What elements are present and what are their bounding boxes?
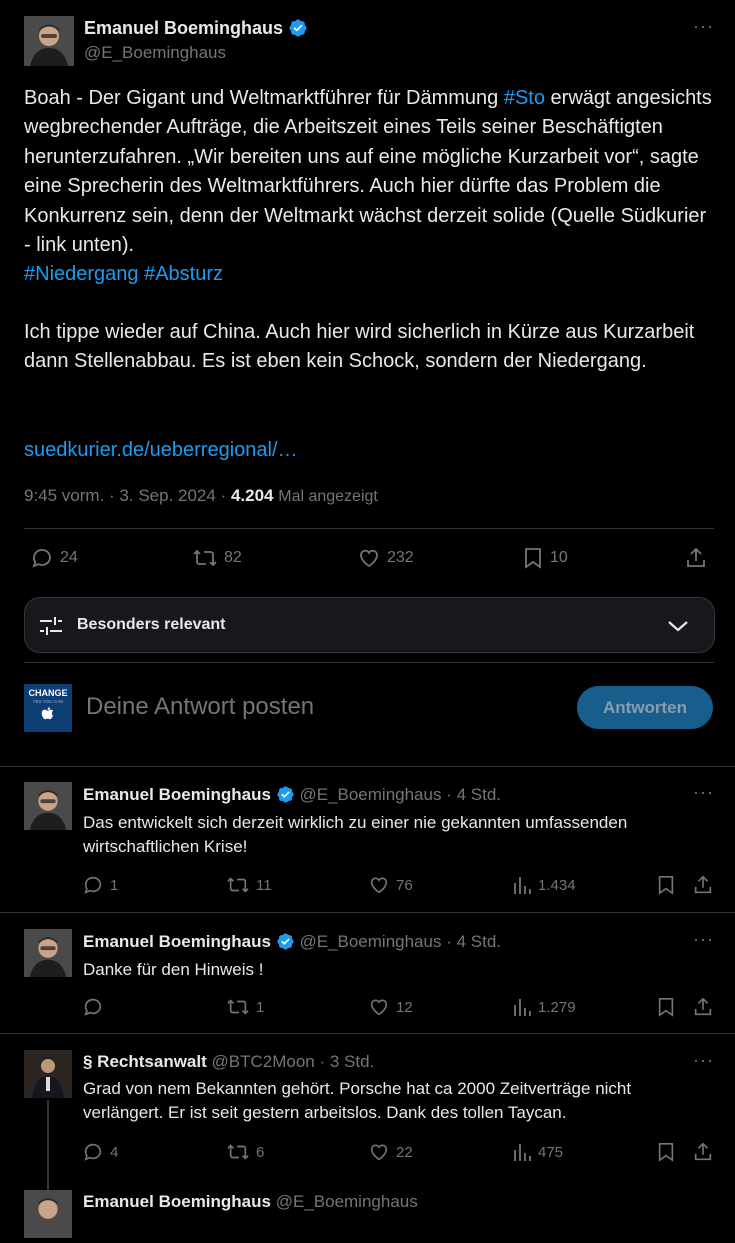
my-avatar[interactable]: [24, 684, 72, 732]
bookmark-icon: [656, 1141, 676, 1163]
reply-button[interactable]: [82, 874, 118, 896]
reply-author-name[interactable]: Emanuel Boeminghaus: [83, 785, 271, 804]
more-options-icon[interactable]: ···: [693, 782, 714, 802]
reply-avatar[interactable]: [24, 929, 72, 977]
reply-icon: [82, 874, 104, 896]
reply-button[interactable]: [82, 1141, 118, 1163]
reply-author-name[interactable]: Emanuel Boeminghaus: [83, 932, 271, 951]
divider: [24, 528, 714, 529]
reply-count: 4: [110, 1143, 119, 1161]
reply-button[interactable]: [30, 546, 78, 570]
submit-reply-button[interactable]: [577, 686, 713, 729]
external-link[interactable]: suedkurier.de/ueberregional/…: [24, 439, 298, 461]
hashtag-sto-link[interactable]: #Sto: [503, 87, 545, 109]
divider: [0, 912, 735, 913]
view-count: 1.279: [538, 998, 576, 1016]
like-count: 232: [387, 549, 414, 566]
reply-time[interactable]: 3 Std.: [329, 1052, 375, 1071]
chevron-down-icon: [666, 615, 690, 637]
like-button[interactable]: [368, 996, 413, 1018]
repost-button[interactable]: [192, 546, 242, 570]
reply-button[interactable]: [82, 996, 110, 1018]
repost-button[interactable]: [226, 996, 264, 1018]
reply-header: § Rechtsanwalt @BTC2Moon · 3 Std.: [83, 1052, 375, 1071]
divider: [0, 766, 735, 767]
analytics-icon: [512, 874, 532, 896]
bookmark-icon: [522, 546, 544, 570]
share-icon: [692, 1141, 714, 1163]
repost-icon: [226, 1141, 250, 1163]
reply-text: Grad von nem Bekannten gehört. Porsche hat ca 2000 Zeitverträge nicht verlängert. Er ist seit gestern arbeitslos. Dank des tollen Taycan.: [83, 1079, 632, 1122]
avatar-photo-icon: [24, 16, 74, 66]
svg-text:CHANGE: CHANGE: [28, 688, 68, 698]
verified-badge-icon: [276, 785, 295, 804]
repost-icon: [192, 546, 218, 570]
like-count: 76: [396, 876, 413, 894]
share-button[interactable]: [692, 874, 714, 896]
reply-header: Emanuel Boeminghaus @E_Boeminghaus · 4 Std.: [83, 932, 501, 951]
share-icon: [692, 874, 714, 896]
reply-avatar[interactable]: [24, 1190, 72, 1238]
author-name[interactable]: Emanuel Boeminghaus: [84, 18, 284, 38]
repost-icon: [226, 874, 250, 896]
share-icon: [692, 996, 714, 1018]
post-text-part1: Boah - Der Gigant und Weltmarktführer für Dämmung: [24, 87, 504, 109]
bookmark-count: 10: [550, 549, 568, 566]
reply-icon: [30, 546, 54, 570]
hashtag-niedergang-link[interactable]: #Niedergang: [24, 263, 139, 286]
bookmark-icon: [656, 996, 676, 1018]
reply-text: Danke für den Hinweis !: [83, 960, 264, 979]
reply-count: 1: [110, 876, 119, 894]
thread-line: [47, 1100, 49, 1190]
reply-handle[interactable]: @E_Boeminghaus: [275, 1192, 418, 1211]
heart-icon: [368, 1141, 390, 1163]
reply-text: Das entwickelt sich derzeit wirklich zu einer nie gekannten umfassenden wirtschaftlichen Krise!: [83, 813, 628, 856]
bookmark-button[interactable]: [656, 1141, 676, 1163]
avatar-photo-icon: [24, 929, 72, 977]
bookmark-button[interactable]: [656, 996, 676, 1018]
like-count: 22: [396, 1143, 413, 1161]
view-count: 4.204: [230, 486, 274, 505]
like-count: 12: [396, 998, 413, 1016]
reply-handle[interactable]: @BTC2Moon: [211, 1052, 315, 1071]
reply-author-name[interactable]: § Rechtsanwalt: [83, 1052, 207, 1071]
like-button[interactable]: [357, 546, 414, 570]
repost-count: 11: [256, 876, 272, 894]
analytics-icon: [512, 1141, 532, 1163]
reply-avatar[interactable]: [24, 782, 72, 830]
views-button[interactable]: [512, 1141, 563, 1163]
divider: [24, 662, 714, 663]
more-options-icon[interactable]: ···: [693, 1050, 714, 1070]
verified-badge-icon: [276, 932, 295, 951]
post-text-part2: erwägt angesichts wegbrechender Aufträge, die Arbeitszeit eines Teils seiner Beschäftigten herunterzufahren. „Wir bereiten uns auf eine mögliche Kurzarbeit vor“, sagte eine Sprecherin des Weltmarktführers. Auch hier dürfte das Problem die Konkurrenz sein, denn der Weltmarkt wächst derzeit solide (Quelle Südkurier - link unten).: [24, 87, 712, 257]
heart-icon: [357, 546, 381, 570]
sort-label: Besonders relevant: [77, 616, 226, 633]
repost-count: 1: [256, 998, 265, 1016]
reply-handle[interactable]: @E_Boeminghaus: [299, 785, 442, 804]
bookmark-button[interactable]: [522, 546, 568, 570]
share-button[interactable]: [692, 1141, 714, 1163]
reply-header: [83, 1192, 418, 1212]
views-button[interactable]: [512, 874, 576, 896]
reply-time[interactable]: 4 Std.: [456, 932, 501, 951]
post-meta: 9:45 vorm. · 3. Sep. 2024 · 4.204 Mal angezeigt: [24, 486, 378, 505]
post-paragraph-2: Ich tippe wieder auf China. Auch hier wird sicherlich in Kürze aus Kurzarbeit dann Stellenabbau. Es ist eben kein Schock, sondern der Niedergang.: [24, 321, 695, 373]
view-count: 475: [538, 1143, 564, 1161]
repost-count: 82: [224, 549, 242, 566]
views-button[interactable]: [512, 996, 576, 1018]
reply-input[interactable]: Deine Antwort posten: [86, 693, 315, 720]
avatar-photo-icon: [24, 782, 72, 830]
like-button[interactable]: [368, 1141, 413, 1163]
avatar-photo-icon: [24, 1190, 72, 1238]
reply-icon: [82, 1141, 104, 1163]
post-text: [24, 84, 714, 290]
more-options-icon[interactable]: ···: [693, 929, 714, 949]
reply-header: Emanuel Boeminghaus @E_Boeminghaus · 4 Std.: [83, 785, 501, 804]
post-time[interactable]: 9:45 vorm.: [24, 486, 105, 505]
avatar-photo-icon: [24, 1050, 72, 1098]
bookmark-button[interactable]: [656, 874, 676, 896]
divider: [0, 1033, 735, 1034]
views-label: Mal angezeigt: [278, 488, 378, 505]
share-button[interactable]: [684, 546, 708, 570]
repost-button[interactable]: [226, 874, 272, 896]
reply-time[interactable]: 4 Std.: [456, 785, 501, 804]
view-count: 1.434: [538, 876, 576, 894]
author-avatar[interactable]: [24, 16, 74, 66]
svg-text:YES YOU CAN: YES YOU CAN: [32, 699, 64, 704]
hashtag-absturz-link[interactable]: #Absturz: [144, 263, 224, 286]
reply-handle[interactable]: @E_Boeminghaus: [299, 932, 442, 951]
share-icon: [684, 546, 708, 570]
verified-badge-icon: [288, 18, 308, 38]
submit-reply-label: Antworten: [602, 697, 688, 717]
reply-avatar[interactable]: [24, 1050, 72, 1098]
reply-icon: [82, 996, 104, 1018]
like-button[interactable]: [368, 874, 413, 896]
analytics-icon: [512, 996, 532, 1018]
repost-count: 6: [256, 1143, 265, 1161]
heart-icon: [368, 996, 390, 1018]
repost-icon: [226, 996, 250, 1018]
sliders-icon: [38, 614, 64, 638]
sort-dropdown[interactable]: [24, 597, 715, 653]
post-date[interactable]: 3. Sep. 2024: [119, 486, 216, 505]
repost-button[interactable]: [226, 1141, 264, 1163]
share-button[interactable]: [692, 996, 714, 1018]
bookmark-icon: [656, 874, 676, 896]
reply-count: 24: [60, 549, 78, 566]
more-options-icon[interactable]: ···: [693, 16, 714, 36]
reply-author-name[interactable]: Emanuel Boeminghaus: [83, 1192, 271, 1211]
apple-logo-icon: [24, 684, 72, 732]
heart-icon: [368, 874, 390, 896]
author-handle[interactable]: @E_Boeminghaus: [84, 43, 227, 62]
